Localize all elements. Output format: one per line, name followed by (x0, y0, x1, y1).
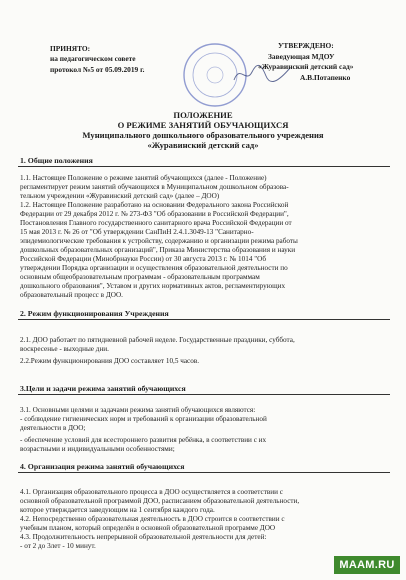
paragraph-line: регламентирует режим занятий обучающихся в Муниципальном дошкольном образова- (20, 183, 289, 191)
doc-subtitle: О РЕЖИМЕ ЗАНЯТИЙ ОБУЧАЮЩИХСЯ (117, 120, 289, 130)
paragraph-line: дошкольных образовательных организаций", Приказа Министерства образования и науки (20, 246, 296, 254)
paragraph-line: деятельности в ДОО; (20, 424, 86, 432)
paragraph-line: 4.3. Продолжительность непрерывной образовательной деятельности для детей: (20, 533, 267, 541)
paragraph-line: Российской Федерации (Минобрнауки России) от 30 августа 2013 г. № 1014 "Об (20, 255, 266, 263)
paragraph-line: 4.2. Непосредственно образовательная деятельность в ДОО строится в соответствии с (20, 515, 285, 523)
paragraph-line: - обеспечение условий для всестороннего развития ребёнка, в соответствии с их (20, 436, 267, 444)
doc-title: ПОЛОЖЕНИЕ (173, 110, 233, 120)
paragraph-line: 4.1. Организация образовательного процесса в ДОО осуществляется в соответствии с (20, 488, 283, 496)
paragraph-line: Постановления Главного государственного санитарного врача Российской Федерации от (20, 219, 292, 227)
paragraph-line: образовательный процесс в ДОО. (20, 291, 123, 299)
paragraph-line: 15 мая 2013 г. № 26 от "Об утверждении СанПиН 2.4.1.3049-13 "Санитарно- (20, 228, 254, 236)
accepted-label: ПРИНЯТО: (50, 44, 91, 53)
approved-head-name: А.В.Потапенко (300, 73, 351, 82)
section-3-heading: 3.Цели и задачи режима занятий обучающихся (20, 384, 186, 393)
paragraph-line: дошкольного образования", Уставом и других нормативных актов, регламентирующих (20, 282, 286, 290)
maam-watermark-logo: MAAM.RU (334, 556, 400, 574)
paragraph-line: эпидемиологические требования к устройству, содержанию и организации режима работы (20, 237, 298, 245)
section-divider (18, 319, 390, 320)
paragraph-line: утверждении Порядка организации и осуществления образовательной деятельности по (20, 264, 288, 272)
paragraph-line: которое утверждается заведующим на 1 сентября каждого года. (20, 506, 215, 514)
approved-position: Заведующая МДОУ (268, 52, 335, 61)
paragraph-line: 1.1. Настоящее Положение о режиме занятий обучающихся (далее - Положение) (20, 174, 267, 182)
approved-institution: «Журавинский детский сад» (258, 62, 354, 71)
accepted-council: на педагогическом совете (50, 54, 136, 63)
section-divider (18, 394, 390, 395)
section-2-heading: 2. Режим функционирования Учреждения (20, 309, 169, 318)
paragraph-line: 2.1. ДОО работает по пятидневной рабочей неделе. Государственные праздники, суббота, (20, 336, 295, 344)
paragraph-line: основной образовательной программой ДОО, расписанием образовательной деятельности, (20, 497, 300, 505)
paragraph-line: 3.1. Основными целями и задачами режима занятий обучающихся являются: (20, 406, 256, 414)
doc-institution: Муниципального дошкольного образовательного учреждения (82, 130, 324, 140)
paragraph-line: воскресенье - выходные дни. (20, 345, 109, 353)
accepted-protocol: протокол №5 от 05.09.2019 г. (50, 65, 145, 74)
section-divider (18, 166, 390, 167)
paragraph-line: 1.2. Настоящее Положение разработано на основании Федерального закона Российской (20, 201, 289, 209)
paragraph-line: основным общеобразовательным программам - образовательным программам (20, 273, 260, 281)
paragraph-line: учебным планом, который определён в основной образовательной программе ДОО (20, 524, 276, 532)
section-1-heading: 1. Общие положения (20, 156, 93, 165)
section-divider (18, 472, 390, 473)
paragraph-line: - соблюдение гигиенических норм и требований к организации образовательной (20, 415, 267, 423)
approved-label: УТВЕРЖДЕНО: (278, 41, 334, 50)
paragraph-line: тельном учреждении «Журавинский детский сад» (далее – ДОО) (20, 192, 220, 200)
paragraph-line: Федерации от 29 декабря 2012 г. № 273-ФЗ "Об образовании в Российской Федерации", (20, 210, 289, 218)
paragraph-line: - от 2 до 3лет - 10 минут. (20, 542, 96, 550)
section-4-heading: 4. Организация режима занятий обучающихся (20, 462, 185, 471)
paragraph-line: 2.2.Режим функционирования ДОО составляет 10,5 часов. (20, 357, 200, 365)
doc-institution-name: «Журавинский детский сад» (147, 140, 259, 150)
paragraph-line: возрастными и индивидуальными особенностями; (20, 445, 175, 453)
